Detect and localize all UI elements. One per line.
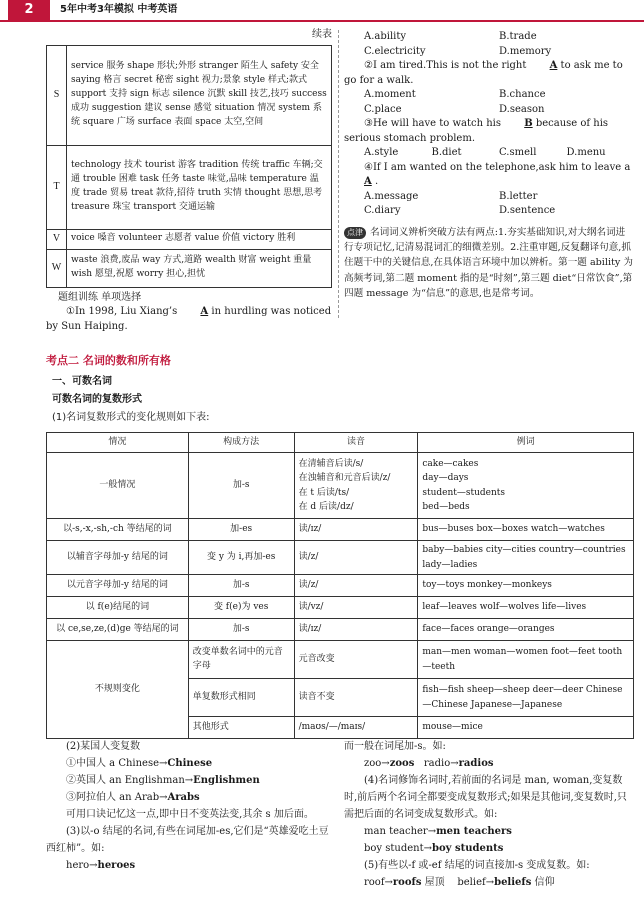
section-title: 考点二 名词的数和所有格: [46, 354, 171, 367]
q3-options: [344, 146, 634, 161]
tip-text: 名词词义辨析突破方法有两点:1.夯实基础知识,对大纲名词进行专项记忆,记清易混词汇的细微差别。2.注重审题,反复翻译句意,抓住题干中的关键信息,在具体语言环境中加以辨析。第一题 ability 为高频考词,第二题 moment 指的是“时刻”,第三题 diet“日常饮食”,第四题 message 为“信息”的意思,也是常考词。: [344, 226, 633, 299]
column-divider: [338, 30, 339, 318]
header-cell: 读音: [294, 433, 418, 453]
option: A.message: [364, 190, 419, 202]
example-cell: face—faces orange—oranges: [418, 619, 634, 641]
case-cell: 不规则变化: [47, 641, 189, 739]
option: B.diet: [431, 147, 462, 158]
pron-cell: 读/ɪz/: [294, 619, 418, 641]
q2-options: [344, 88, 634, 117]
row-content: service 服务 shape 形状;外形 stranger 陌生人 safety 安全 saying 格言 secret 秘密 sight 视力;景象 style 样式;款式 support 支持 sign 标志 silence 沉默 skill 技艺,技巧 success 成功 suggestion 建议 sense 感觉 situation 情况 system 系统 square 广场 surface 表面 space 太空,空间: [67, 45, 332, 145]
right-column: [344, 30, 634, 301]
table-row: [47, 619, 634, 641]
table-row: [47, 641, 634, 679]
pron-line: 在 d 后读/dz/: [298, 501, 354, 512]
answer-text: radios: [458, 758, 494, 769]
case-cell: 以元音字母加-y 结尾的词: [47, 575, 189, 597]
pron-cell: 读音不变: [294, 679, 418, 717]
answer-text: Englishmen: [193, 775, 260, 786]
method-cell: 加-es: [188, 519, 294, 541]
q2-answer: A: [549, 60, 558, 71]
paragraph: 可用口诀记忆这一点,即中日不变英法变,其余 s 加后面。: [66, 809, 314, 820]
answer-text: men teachers: [436, 826, 512, 837]
option: B.chance: [499, 89, 546, 100]
paragraph: [46, 772, 332, 789]
paragraph: [46, 755, 332, 772]
example-cell: leaf—leaves wolf—wolves life—lives: [418, 597, 634, 619]
case-cell: 以辅音字母加-y 结尾的词: [47, 541, 189, 575]
option: D.sentence: [499, 205, 556, 216]
question-2: [344, 59, 634, 88]
option: B.trade: [499, 31, 537, 42]
tip-icon: 点津: [344, 227, 366, 240]
page-number: 2: [8, 0, 50, 20]
header-cell: 情况: [47, 433, 189, 453]
row-letter: S: [47, 45, 67, 145]
bottom-right-column: [344, 738, 634, 891]
q4-text: ④If I am wanted on the telephone,ask him to leave a: [364, 161, 631, 173]
q3-text: ③He will have to watch his: [364, 118, 502, 129]
q2-text-after: to ask me to go for a walk.: [344, 60, 623, 86]
paragraph: [344, 840, 634, 857]
option: C.smell: [499, 147, 537, 158]
table-row: [47, 519, 634, 541]
method-cell: 加-s: [188, 453, 294, 519]
tip-note: [344, 225, 634, 302]
pron-cell: /maʊs/—/maɪs/: [294, 717, 418, 739]
method-cell: 单复数形式相同: [188, 679, 294, 717]
q1-options: [344, 30, 634, 59]
pron-cell: 读/z/: [294, 575, 418, 597]
subsection-1: 一、可数名词: [52, 376, 112, 387]
q1-answer: A: [200, 306, 209, 317]
paragraph: (4)名词修饰名词时,若前面的名词是 man, woman,变复数时,前后两个名词全都要变成复数形式;如果是其他词,变复数时,只需把后面的名词变成复数形式。如:: [344, 775, 627, 820]
bottom-left-column: [46, 738, 332, 874]
paragraph: (2)某国人变复数: [66, 741, 141, 752]
answer-text: Arabs: [167, 792, 200, 803]
text: man teacher→: [364, 826, 437, 837]
q1-text: ①In 1998, Liu Xiang’s: [66, 306, 178, 317]
row-letter: W: [47, 249, 67, 287]
text: 信仰: [534, 877, 555, 888]
header-cell: 例词: [418, 433, 634, 453]
case-cell: 一般情况: [47, 453, 189, 519]
option: A.ability: [364, 31, 407, 42]
paragraph: (3)以-o 结尾的名词,有些在词尾加-es,它们是“英雄爱吃土豆西红柿”。如:: [46, 826, 329, 854]
example-line: bed—beds: [422, 501, 470, 512]
case-cell: 以-s,-x,-sh,-ch 等结尾的词: [47, 519, 189, 541]
option: C.place: [364, 103, 402, 115]
table-row: [47, 45, 332, 145]
table-row: [47, 249, 332, 287]
plural-table: [46, 432, 634, 739]
method-cell: 变 f(e)为 ves: [188, 597, 294, 619]
table-row: [47, 229, 332, 249]
option: A.style: [364, 147, 399, 158]
table-row: [47, 541, 634, 575]
table-row: [47, 575, 634, 597]
paragraph: [46, 789, 332, 806]
text: ②英国人 an Englishman→: [66, 775, 194, 786]
method-cell: 其他形式: [188, 717, 294, 739]
text: ①中国人 a Chinese→: [66, 758, 168, 769]
paragraph: 而一般在词尾加-s。如:: [344, 741, 446, 752]
pron-cell: [294, 453, 418, 519]
answer-text: boy students: [432, 843, 504, 854]
text: belief→: [457, 877, 495, 888]
option: C.diary: [364, 205, 401, 216]
table-header-row: [47, 433, 634, 453]
paragraph: [344, 823, 634, 840]
subsection-2: 可数名词的复数形式: [52, 394, 142, 405]
option: A.moment: [364, 89, 416, 100]
table-row: [47, 453, 634, 519]
question-1: [46, 305, 332, 334]
q3-text-after: because of his serious stomach problem.: [344, 118, 609, 144]
row-content: waste 浪费,废品 way 方式,道路 wealth 财富 weight 重量 wish 愿望,祝愿 worry 担心,担忧: [67, 249, 332, 287]
example-cell: toy—toys monkey—monkeys: [418, 575, 634, 597]
table-row: [47, 597, 634, 619]
example-line: day—days: [422, 473, 469, 484]
continued-label: 续表: [312, 29, 332, 40]
pron-cell: 读/z/: [294, 541, 418, 575]
left-column: [46, 28, 332, 334]
q1-text-after: in hurdling was noticed by Sun Haiping.: [46, 306, 332, 332]
text: radio→: [423, 758, 459, 769]
example-cell: [418, 453, 634, 519]
example-line: cake—cakes: [422, 458, 479, 469]
example-cell: baby—babies city—cities country—countries lady—ladies: [418, 541, 634, 575]
option: C.electricity: [364, 45, 426, 57]
paragraph: [344, 874, 634, 891]
question-3: [344, 117, 634, 146]
q4-answer: A: [364, 176, 372, 187]
page-header: [0, 0, 644, 22]
option: B.letter: [499, 190, 538, 202]
text: 屋顶: [424, 877, 445, 888]
method-cell: 改变单数名词中的元音字母: [188, 641, 294, 679]
q3-answer: B: [524, 118, 533, 129]
option: D.memory: [499, 45, 552, 57]
text: hero→: [66, 860, 98, 871]
option: D.menu: [566, 147, 606, 158]
text: zoo→: [364, 758, 390, 769]
paragraph: (5)有些以-f 或-ef 结尾的词直接加-s 变成复数。如:: [364, 860, 590, 871]
pron-cell: 读/vz/: [294, 597, 418, 619]
pron-cell: 读/ɪz/: [294, 519, 418, 541]
paragraph: [344, 755, 634, 772]
pron-line: 在清辅音后读/s/: [298, 458, 364, 469]
row-content: technology 技术 tourist 游客 tradition 传统 traffic 车辆;交通 trouble 困难 task 任务 taste 味觉,品味 temperature 温度 trade 贸易 treat 款待,招待 truth 实情 thought 思想,思考 treasure 珠宝 transport 交通运输: [67, 145, 332, 229]
pron-cell: 元音改变: [294, 641, 418, 679]
book-title: 5年中考3年模拟 中考英语: [60, 3, 178, 15]
example-line: student—students: [422, 487, 506, 498]
answer-text: Chinese: [167, 758, 213, 769]
text: boy student→: [364, 843, 432, 854]
header-cell: 构成方法: [188, 433, 294, 453]
text: ③阿拉伯人 an Arab→: [66, 792, 168, 803]
pron-line: 在 t 后读/ts/: [298, 487, 350, 498]
method-cell: 加-s: [188, 575, 294, 597]
answer-text: heroes: [97, 860, 136, 871]
row-content: voice 嗓音 volunteer 志愿者 value 价值 victory 胜利: [67, 229, 332, 249]
subsection-3: (1)名词复数形式的变化规则如下表:: [52, 412, 210, 423]
paragraph: [46, 857, 332, 874]
example-cell: fish—fish sheep—sheep deer—deer Chinese—Chinese Japanese—Japanese: [418, 679, 634, 717]
example-cell: mouse—mice: [418, 717, 634, 739]
example-cell: man—men woman—women foot—feet tooth—teeth: [418, 641, 634, 679]
q4-options: [344, 190, 634, 219]
text: roof→: [364, 877, 393, 888]
case-cell: 以 f(e)结尾的词: [47, 597, 189, 619]
pron-line: 在浊辅音和元音后读/z/: [298, 473, 391, 484]
example-cell: bus—buses box—boxes watch—watches: [418, 519, 634, 541]
method-cell: 加-s: [188, 619, 294, 641]
method-cell: 变 y 为 i,再加-es: [188, 541, 294, 575]
q4-text-after: .: [374, 176, 379, 187]
q2-text: ②I am tired.This is not the right: [364, 60, 527, 71]
exercise-heading: 题组训练 单项选择: [58, 291, 142, 303]
word-table: [46, 45, 332, 288]
answer-text: beliefs: [494, 877, 532, 888]
option: D.season: [499, 103, 545, 115]
row-letter: V: [47, 229, 67, 249]
row-letter: T: [47, 145, 67, 229]
case-cell: 以 ce,se,ze,(d)ge 等结尾的词: [47, 619, 189, 641]
table-row: [47, 145, 332, 229]
answer-text: zoos: [389, 758, 415, 769]
question-4: [344, 161, 634, 190]
answer-text: roofs: [392, 877, 422, 888]
